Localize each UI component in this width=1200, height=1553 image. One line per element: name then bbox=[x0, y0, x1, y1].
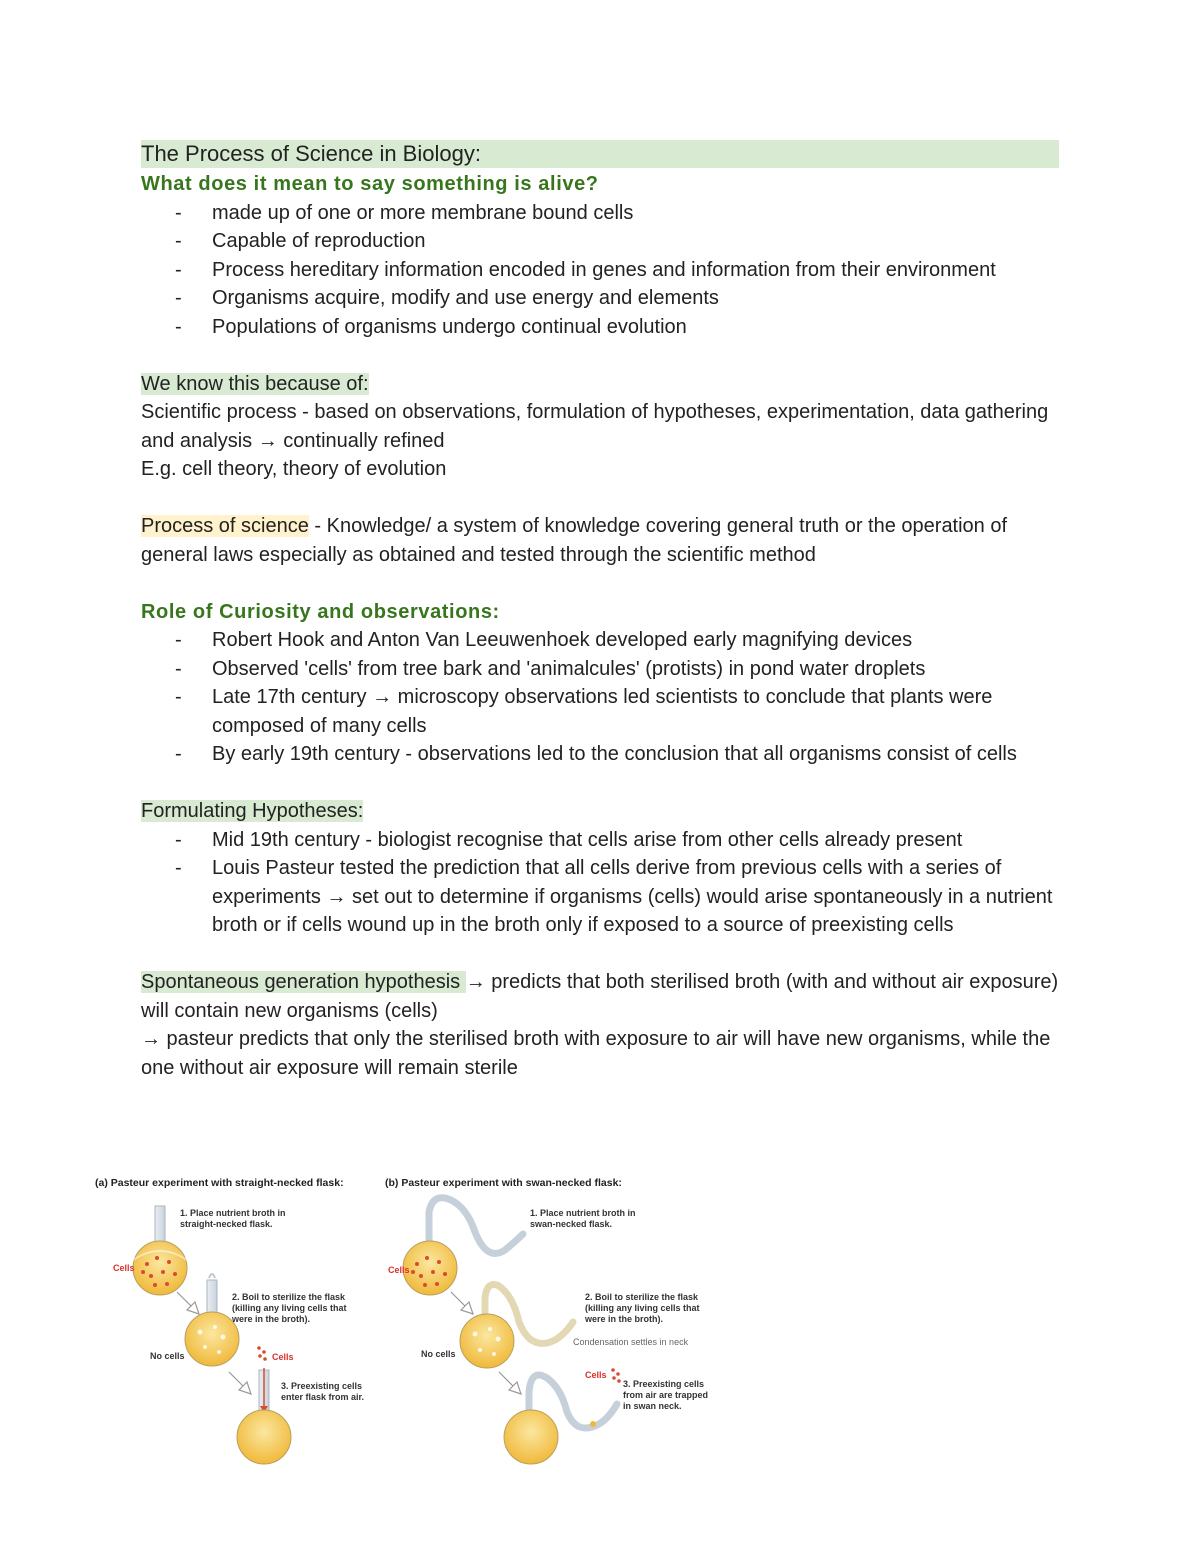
air-cells-icon bbox=[611, 1368, 621, 1383]
list-item: - Mid 19th century - biologist recognise that cells arise from other cells already present bbox=[141, 826, 1059, 855]
hypotheses-heading: Formulating Hypotheses: bbox=[141, 800, 364, 822]
flask-a2 bbox=[185, 1274, 239, 1366]
arrow-icon bbox=[177, 1292, 199, 1314]
pasteur-prediction: → pasteur predicts that only the sterilised broth with exposure to air will have new organisms, while the one without air exposure will remain sterile bbox=[141, 1028, 1051, 1079]
list-item: - Robert Hook and Anton Van Leeuwenhoek developed early magnifying devices bbox=[141, 626, 1059, 655]
condensation-label: Condensation settles in neck bbox=[573, 1337, 689, 1347]
know-heading: We know this because of: bbox=[141, 372, 369, 395]
list-item: - Observed 'cells' from tree bark and 'animalcules' (protists) in pond water droplets bbox=[141, 655, 1059, 684]
list-item: - Populations of organisms undergo continual evolution bbox=[141, 313, 1059, 342]
know-heading-line bbox=[141, 370, 1059, 399]
step2-a: 2. Boil to sterilize the flask (killing any living cells that were in the broth). bbox=[232, 1292, 347, 1324]
arrow-icon bbox=[499, 1372, 521, 1394]
process-definition bbox=[141, 512, 1059, 569]
list-item: - By early 19th century - observations led to the conclusion that all organisms consist of cells bbox=[141, 740, 1059, 769]
step1-b: 1. Place nutrient broth in swan-necked flask. bbox=[530, 1208, 636, 1229]
flask-b1 bbox=[403, 1198, 523, 1295]
list-item: - Louis Pasteur tested the prediction that all cells derive from previous cells with a series of experiments → set out to determine if organisms (cells) would arise spontaneously in a nutrient broth or if cells wound up in the broth only if exposed to a source of preexisting cells bbox=[141, 854, 1059, 940]
step1-a: 1. Place nutrient broth in straight-necked flask. bbox=[180, 1208, 286, 1229]
process-term: Process of science bbox=[141, 515, 309, 537]
step3-a: 3. Preexisting cells enter flask from air. bbox=[281, 1381, 365, 1402]
spontaneous-term: Spontaneous generation hypothesis bbox=[141, 971, 466, 993]
hypotheses-heading-line bbox=[141, 797, 1059, 826]
page-title: The Process of Science in Biology: bbox=[141, 140, 1059, 168]
flask-b3 bbox=[504, 1375, 617, 1464]
spontaneous-rest: → predicts that both sterilised broth (with and without air exposure) will contain new organisms (cells) bbox=[141, 971, 1059, 1022]
curiosity-list bbox=[141, 626, 1059, 769]
alive-heading: What does it mean to say something is alive? bbox=[141, 173, 599, 195]
list-item: - Capable of reproduction bbox=[141, 227, 1059, 256]
scientific-process-text: Scientific process - based on observations, formulation of hypotheses, experimentation, data gathering and analysis → continually refined bbox=[141, 401, 1049, 452]
list-item: - Late 17th century → microscopy observations led scientists to conclude that plants were composed of many cells bbox=[141, 683, 1059, 740]
arrow-icon bbox=[229, 1372, 251, 1394]
list-item: - Organisms acquire, modify and use energy and elements bbox=[141, 284, 1059, 313]
flask-a1 bbox=[133, 1206, 187, 1295]
process-definition-text: - Knowledge/ a system of knowledge covering general truth or the operation of general laws especially as obtained and tested through the scientific method bbox=[141, 515, 1008, 566]
air-cells-label-a: Cells bbox=[272, 1352, 294, 1362]
list-item: - Process hereditary information encoded in genes and information from their environment bbox=[141, 256, 1059, 285]
arrow-icon bbox=[451, 1292, 473, 1314]
panel-a-title: (a) Pasteur experiment with straight-necked flask: bbox=[95, 1177, 344, 1189]
cells-label-b: Cells bbox=[388, 1265, 410, 1275]
pasteur-figure bbox=[95, 1172, 725, 1467]
panel-b-title: (b) Pasteur experiment with swan-necked flask: bbox=[385, 1177, 622, 1189]
step3-b: 3. Preexisting cells from air are trapped in swan neck. bbox=[623, 1379, 709, 1411]
air-cells-icon bbox=[257, 1346, 267, 1361]
curiosity-heading: Role of Curiosity and observations: bbox=[141, 600, 500, 623]
no-cells-label-b: No cells bbox=[421, 1349, 456, 1359]
spontaneous-text bbox=[141, 968, 1059, 1025]
flask-b2 bbox=[460, 1285, 573, 1369]
no-cells-label-a: No cells bbox=[150, 1351, 185, 1361]
step2-b: 2. Boil to sterilize the flask (killing any living cells that were in the broth). bbox=[585, 1292, 700, 1324]
hypotheses-list bbox=[141, 826, 1059, 940]
pasteur-diagram bbox=[95, 1172, 725, 1467]
air-cells-label-b: Cells bbox=[585, 1370, 607, 1380]
list-item: - made up of one or more membrane bound cells bbox=[141, 199, 1059, 228]
example-text: E.g. cell theory, theory of evolution bbox=[141, 458, 447, 480]
notes-content bbox=[141, 140, 1059, 1082]
cells-label-a: Cells bbox=[113, 1263, 135, 1273]
alive-list bbox=[141, 199, 1059, 342]
